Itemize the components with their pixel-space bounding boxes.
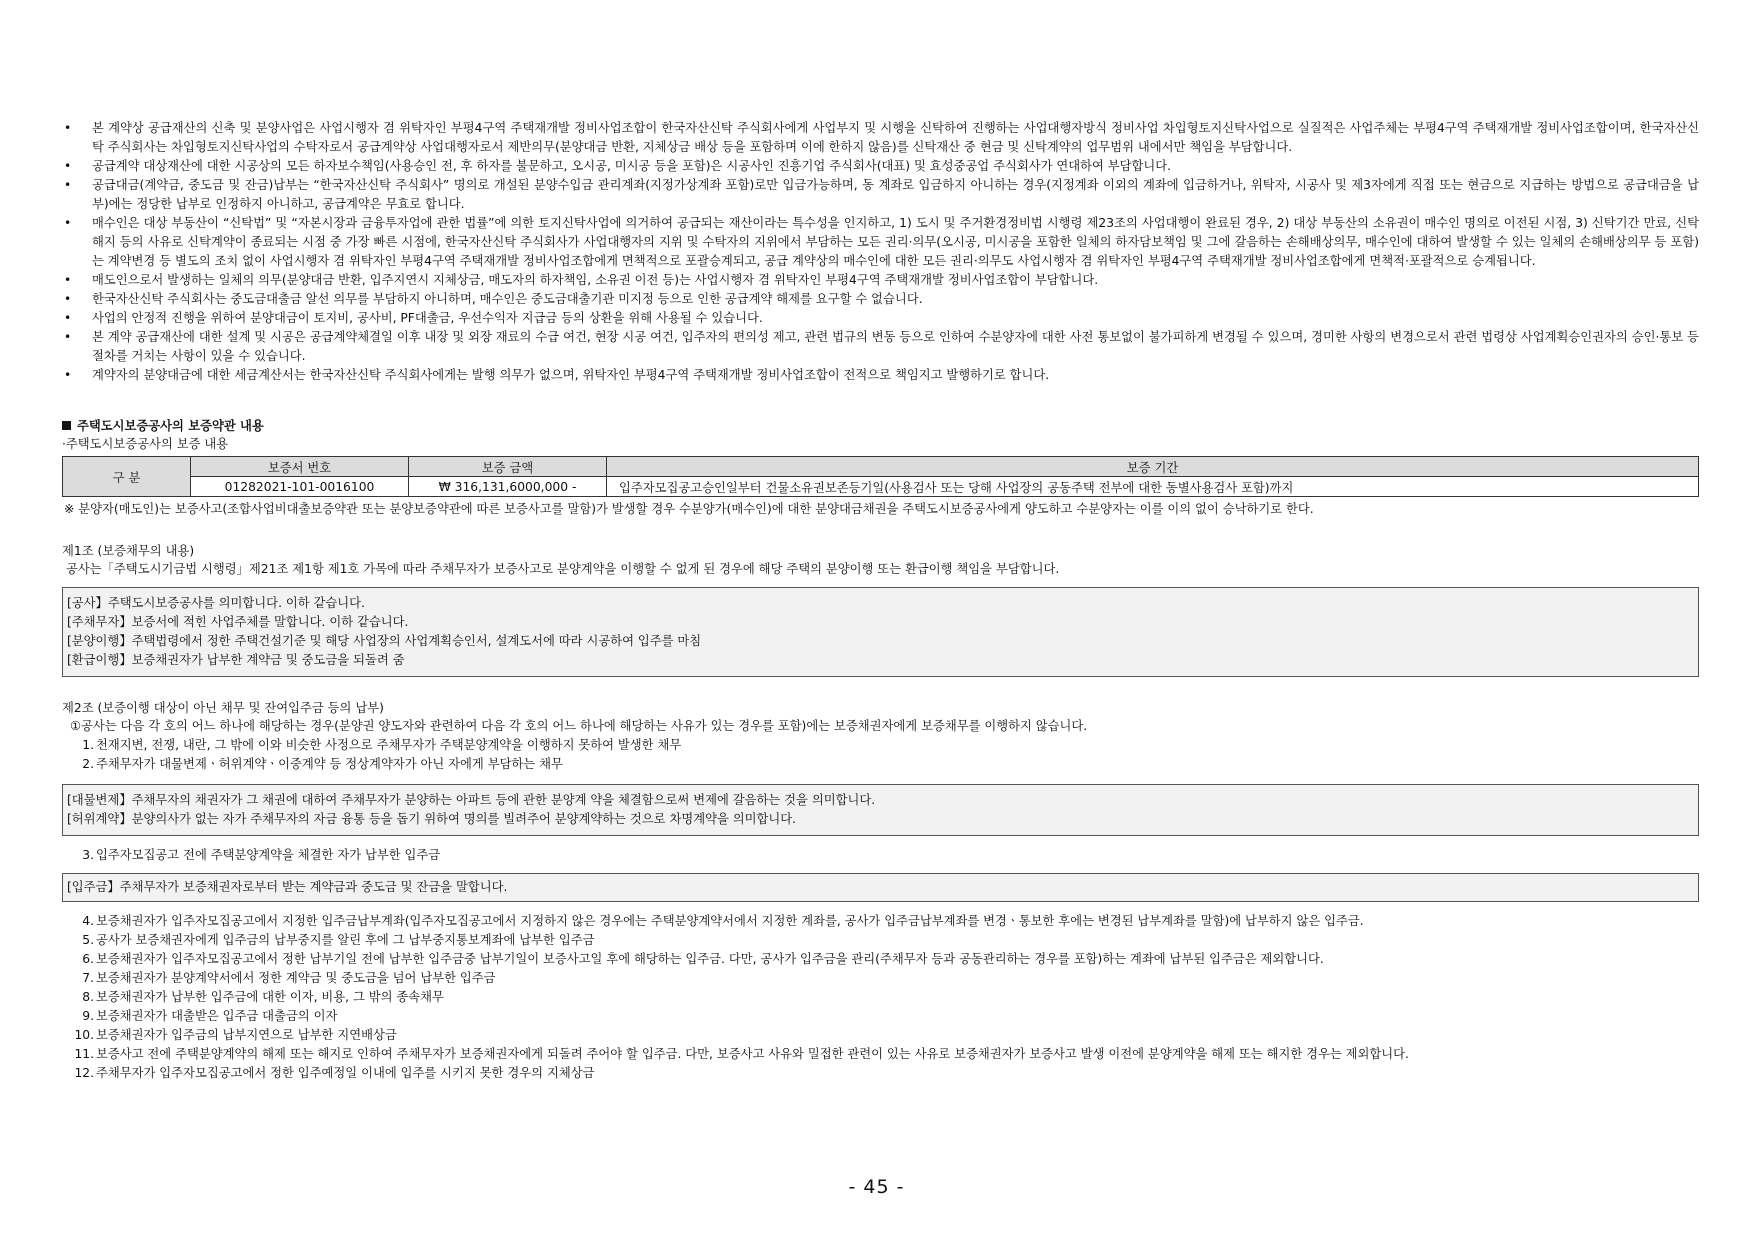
notice-bullet: • 공급계약 대상재산에 대한 시공상의 모든 하자보수책임(사용승인 전, 후 하자를 불문하고, 오시공, 미시공 등을 포함)은 시공사인 진흥기업 주식회사(대표) 및 효성중공업 주식회사가 연대하여 부담합니다. xyxy=(62,157,1699,176)
article2-condition: ①공사는 다음 각 호의 어느 하나에 해당하는 경우(분양권 양도자와 관련하여 다음 각 호의 어느 하나에 해당하는 사유가 있는 경우를 포함)에는 보증채권자에게 보증채무를 이행하지 않습니다. xyxy=(70,719,1088,733)
notice-bullet: • 계약자의 분양대금에 대한 세금계산서는 한국자산신탁 주식회사에게는 발행 의무가 없으며, 위탁자인 부평4구역 주택재개발 정비사업조합이 전적으로 책임지고 발행하기로 합니다. xyxy=(62,366,1699,385)
section-heading xyxy=(62,417,1699,435)
list-item: 11. 보증사고 전에 주택분양계약의 해제 또는 해지로 인하여 주채무자가 보증채권자에게 되돌려 주어야 할 입주금. 다만, 보증사고 사유와 밀접한 관련이 있는 사유로 보증채권자가 보증사고 발생 이전에 분양계약을 해제 또는 해지한 경우는 제외합니다. xyxy=(74,1047,1409,1061)
section-subtitle: ·주택도시보증공사의 보증 내용 xyxy=(62,437,229,451)
list-item: 10. 보증채권자가 입주금의 납부지연으로 납부한 지연배상금 xyxy=(74,1028,397,1042)
notice-bullet: • 매수인은 대상 부동산이 “신탁법” 및 “자본시장과 금융투자업에 관한 법률”에 의한 토지신탁사업에 의거하여 공급되는 재산이라는 특수성을 인지하고, 1) 도시 및 주거환경정비법 시행령 제23조의 사업대행이 완료된 경우, 2) 대상 부동산의 소유권이 매수인 명의로 이전된 시점, 3) 신탁기간 만료, 신탁해지 등의 사유로 신탁계약이 종료되는 시점 중 가장 빠른 시점에, 한국자산신탁 주식회사가 사업대행자의 지위 및 수탁자의 지위에서 부담하는 모든 권리·의무(오시공, 미시공을 포함한 일체의 하자담보책임 및 그에 갈음하는 손해배상의무, 매수인에 대하여 발생할 수 있는 일체의 손해배상의무 등 포함)는 계약변경 등 별도의 조치 없이 사업시행자 겸 위탁자인 부평4구역 주택재개발 정비사업조합에게 면책적으로 포괄승계되고, 공급 계약상의 매수인에 대한 모든 권리·의무도 사업시행자 겸 위탁자인 부평4구역 주택재개발 정비사업조합에게 면책적·포괄적으로 승계됩니다. xyxy=(62,214,1699,271)
list-item: 8. 보증채권자가 납부한 입주금에 대한 이자, 비용, 그 밖의 종속채무 xyxy=(82,990,444,1004)
definition-line: [주채무자】보증서에 적힌 사업주체를 말합니다. 이하 같습니다. xyxy=(67,615,409,629)
table-cell-amount: ₩ 316,131,6000,000 - xyxy=(409,477,607,497)
definition-line: [대물변제】주채무자의 채권자가 그 채권에 대하여 주채무자가 분양하는 아파트 등에 관한 분양계 약을 체결함으로써 변제에 갈음하는 것을 의미합니다. xyxy=(67,793,876,807)
table-header-cert: 보증서 번호 xyxy=(191,457,409,477)
exclusion-list xyxy=(70,912,1699,1083)
page-number: - 45 - xyxy=(848,1176,905,1198)
list-item: 9. 보증채권자가 대출받은 입주금 대출금의 이자 xyxy=(82,1009,338,1023)
notice-bullet: • 본 계약상 공급재산의 신축 및 분양사업은 사업시행자 겸 위탁자인 부평4구역 주택재개발 정비사업조합이 한국자산신탁 주식회사에게 사업부지 및 시행을 신탁하여 진행하는 사업대행자방식 정비사업 차입형토지신탁사업으로 실질적은 사업주체는 부평4구역 주택재개발 정비사업조합이며, 한국자산신탁 주식회사는 차입형토지신탁사업의 수탁자로서 공급계약상 사업대행자로서 제반의무(분양대금 반환, 지체상금 배상 등을 포함하며 이에 한하지 않음)를 신탁재산 중 현금 및 신탁계약의 업무범위 내에서만 책임을 부담합니다. xyxy=(62,119,1699,157)
definition-box xyxy=(62,873,1699,902)
list-item: 7. 보증채권자가 분양계약서에서 정한 계약금 및 중도금을 넘어 납부한 입주금 xyxy=(82,971,496,985)
article1-body: 공사는「주택도시기금법 시행령」제21조 제1항 제1호 가목에 따라 주채무자가 보증사고로 분양계약을 이행할 수 없게 된 경우에 해당 주택의 분양이행 또는 환급이행 책임을 부담합니다. xyxy=(66,562,1060,576)
square-bullet-icon xyxy=(62,421,71,430)
article1-title: 제1조 (보증채무의 내용) xyxy=(62,544,195,558)
table-cell-cert: 01282021-101-0016100 xyxy=(191,477,409,497)
exclusion-list xyxy=(70,736,1699,774)
document-page xyxy=(62,119,1699,1083)
notice-bullet: • 매도인으로서 발생하는 일체의 의무(분양대금 반환, 입주지연시 지체상금, 매도자의 하자책임, 소유권 이전 등)는 사업시행자 겸 위탁자인 부평4구역 주택재개발 정비사업조합이 부담합니다. xyxy=(62,271,1699,290)
notice-bullet: • 공급대금(계약금, 중도금 및 잔금)납부는 “한국자산신탁 주식회사” 명의로 개설된 분양수입금 관리계좌(지정가상계좌 포함)로만 입금가능하며, 동 계좌로 입금하지 아니하는 경우(지정계좌 이외의 계좌에 입금하거나, 위탁자, 시공사 및 제3자에게 직접 또는 현금으로 지급하는 방법으로 공급대금을 납부)에는 정당한 납부로 인정하지 아니하고, 공급계약은 무효로 합니다. xyxy=(62,176,1699,214)
list-item: 1. 천재지변, 전쟁, 내란, 그 밖에 이와 비슷한 사정으로 주채무자가 주택분양계약을 이행하지 못하여 발생한 채무 xyxy=(82,738,682,752)
article2-title: 제2조 (보증이행 대상이 아닌 채무 및 잔여입주금 등의 납부) xyxy=(62,701,384,715)
table-row xyxy=(63,477,1699,497)
exclusion-list xyxy=(70,846,1699,865)
table-header-group: 구 분 xyxy=(63,457,191,497)
list-item: 3. 입주자모집공고 전에 주택분양계약을 체결한 자가 납부한 입주금 xyxy=(82,848,441,862)
list-item: 5. 공사가 보증채권자에게 입주금의 납부중지를 알린 후에 그 납부중지통보계좌에 납부한 입주금 xyxy=(82,933,595,947)
definition-line: [입주금】주채무자가 보증채권자로부터 받는 계약금과 중도금 및 잔금을 말합니다. xyxy=(67,880,508,894)
definition-line: [허위계약】분양의사가 없는 자가 주채무자의 자금 융통 등을 돕기 위하여 명의를 빌려주어 분양계약하는 것으로 차명계약을 의미합니다. xyxy=(67,812,797,826)
list-item: 2. 주채무자가 대물변제ㆍ허위계약ㆍ이중계약 등 정상계약자가 아닌 자에게 부담하는 채무 xyxy=(82,757,563,771)
definition-line: [환급이행】보증채권자가 납부한 계약금 및 중도금을 되돌려 줌 xyxy=(67,653,405,667)
guarantee-table xyxy=(62,456,1699,497)
list-item: 4. 보증채권자가 입주자모집공고에서 지정한 입주금납부계좌(입주자모집공고에서 지정하지 않은 경우에는 주택분양계약서에서 지정한 계좌를, 공사가 입주금납부계좌를 변경ㆍ통보한 후에는 변경된 납부계좌를 말함)에 납부하지 않은 입주금. xyxy=(82,914,1364,928)
table-cell-period: 입주자모집공고승인일부터 건물소유권보존등기일(사용검사 또는 당해 사업장의 공동주택 전부에 대한 동별사용검사 포함)까지 xyxy=(607,477,1699,497)
notice-bullet: • 본 계약 공급재산에 대한 설계 및 시공은 공급계약체결일 이후 내장 및 외장 재료의 수급 여건, 현장 시공 여건, 입주자의 편의성 제고, 관련 법규의 변동 등으로 인하여 수분양자에 대한 사전 통보없이 불가피하게 변경될 수 있으며, 경미한 사항의 변경으로서 관련 법령상 사업계획승인권자의 승인·통보 등 절차를 거치는 사항이 있을 수 있습니다. xyxy=(62,328,1699,366)
definition-box xyxy=(62,587,1699,677)
list-item: 6. 보증채권자가 입주자모집공고에서 정한 납부기일 전에 납부한 입주금중 납부기일이 보증사고일 후에 해당하는 입주금. 다만, 공사가 입주금을 관리(주채무자 등과 공동관리하는 경우를 포함)하는 계좌에 납부된 입주금은 제외합니다. xyxy=(82,952,1324,966)
notice-bullet: • 한국자산신탁 주식회사는 중도금대출금 알선 의무를 부담하지 아니하며, 매수인은 중도금대출기관 미지정 등으로 인한 공급계약 해제를 요구할 수 없습니다. xyxy=(62,290,1699,309)
table-header-period: 보증 기간 xyxy=(607,457,1699,477)
notice-bullet: • 사업의 안정적 진행을 위하여 분양대금이 토지비, 공사비, PF대출금, 우선수익자 지급금 등의 상환을 위해 사용될 수 있습니다. xyxy=(62,309,1699,328)
assignment-note: ※ 분양자(매도인)는 보증사고(조합사업비대출보증약관 또는 분양보증약관에 따른 보증사고를 말함)가 발생할 경우 수분양가(매수인)에 대한 분양대금채권을 주택도시보증공사에게 양도하고 수분양자는 이를 이의 없이 승낙하기로 한다. xyxy=(64,502,1314,516)
table-header-row xyxy=(63,457,1699,477)
definition-box xyxy=(62,784,1699,836)
table-header-amount: 보증 금액 xyxy=(409,457,607,477)
definition-line: [분양이행】주택법령에서 정한 주택건설기준 및 해당 사업장의 사업계획승인서, 설계도서에 따라 시공하여 입주를 마침 xyxy=(67,634,702,648)
list-item: 12. 주채무자가 입주자모집공고에서 정한 입주예정일 이내에 입주를 시키지 못한 경우의 지체상금 xyxy=(74,1066,595,1080)
notice-bullet-list xyxy=(62,119,1699,385)
section-heading-text: 주택도시보증공사의 보증약관 내용 xyxy=(77,419,264,433)
definition-line: [공사】주택도시보증공사를 의미합니다. 이하 같습니다. xyxy=(67,596,365,610)
